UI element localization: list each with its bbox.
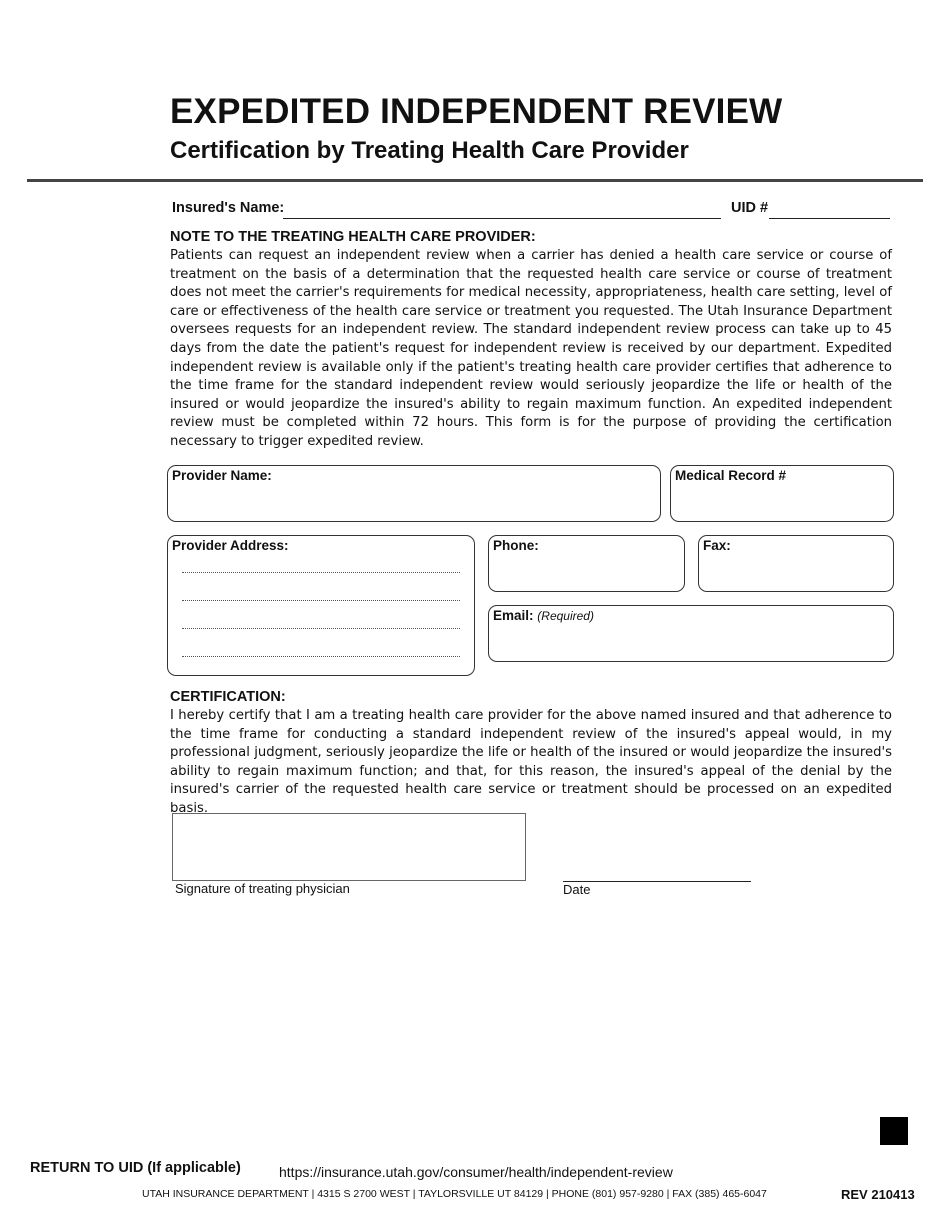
header-divider xyxy=(27,179,923,182)
uid-label: UID # xyxy=(731,200,769,216)
return-to-uid-label: RETURN TO UID (If applicable) xyxy=(30,1160,241,1176)
footer-url[interactable]: https://insurance.utah.gov/consumer/health/independent-review xyxy=(279,1164,673,1180)
insured-name-label: Insured's Name: xyxy=(172,200,285,216)
email-field[interactable] xyxy=(488,605,894,662)
footer-address: UTAH INSURANCE DEPARTMENT | 4315 S 2700 WEST | TAYLORSVILLE UT 84129 | PHONE (801) 957-9280 | FAX (385) 465-6047 xyxy=(142,1188,767,1200)
email-label-group xyxy=(493,608,594,623)
corner-marker xyxy=(880,1117,908,1145)
note-body: Patients can request an independent review when a carrier has denied a health care service or course of treatment on the basis of a determination that the requested health care service or course of treatment does not meet the carrier's requirements for medical necessity, appropriateness, health care setting, level of care or effectiveness of the health care service or treatment you requested. The Utah Insurance Department oversees requests for an independent review. The standard independent review process can take up to 45 days from the date the patient's request for independent review is received by our department. Expedited independent review is available only if the patient's treating health care provider certifies that adherence to the time frame for the standard independent review would seriously jeopardize the life or health of the insured or would jeopardize the insured's ability to regain maximum function. An expedited independent review must be completed within 72 hours. This form is for the purpose of providing the certification necessary to trigger expedited review. xyxy=(170,248,892,449)
medical-record-label: Medical Record # xyxy=(675,468,787,483)
page-subtitle: Certification by Treating Health Care Provider xyxy=(170,137,689,164)
address-line-4[interactable] xyxy=(182,656,460,657)
email-label: Email: xyxy=(493,608,534,623)
insured-name-field[interactable] xyxy=(283,218,721,219)
phone-field[interactable] xyxy=(488,535,685,592)
fax-label: Fax: xyxy=(703,538,731,553)
note-heading: NOTE TO THE TREATING HEALTH CARE PROVIDER: xyxy=(170,229,536,245)
certification-heading: CERTIFICATION: xyxy=(170,689,286,705)
provider-name-field[interactable] xyxy=(167,465,661,522)
email-required-note: (Required) xyxy=(537,609,594,623)
uid-field[interactable] xyxy=(769,218,890,219)
certification-body: I hereby certify that I am a treating health care provider for the above named insured and that adherence to the time frame for conducting a standard independent review of the insured's appeal would, in my professional judgment, seriously jeopardize the life or health of the insured or would jeopardize the insured's ability to regain maximum function; and that, for this reason, the insured's appeal of the denial by the insured's carrier of the requested health care service or treatment should be processed on an expedited basis. xyxy=(170,708,892,816)
date-label: Date xyxy=(563,882,591,897)
medical-record-field[interactable] xyxy=(670,465,894,522)
revision-code: REV 210413 xyxy=(841,1187,915,1202)
address-line-2[interactable] xyxy=(182,600,460,601)
address-line-1[interactable] xyxy=(182,572,460,573)
page-title: EXPEDITED INDEPENDENT REVIEW xyxy=(170,92,783,131)
address-line-3[interactable] xyxy=(182,628,460,629)
signature-box[interactable] xyxy=(172,813,526,881)
provider-address-field[interactable] xyxy=(167,535,475,676)
provider-address-label: Provider Address: xyxy=(172,538,289,553)
signature-label: Signature of treating physician xyxy=(175,881,350,896)
fax-field[interactable] xyxy=(698,535,894,592)
phone-label: Phone: xyxy=(493,538,539,553)
provider-name-label: Provider Name: xyxy=(172,468,272,483)
date-field[interactable] xyxy=(563,881,751,882)
